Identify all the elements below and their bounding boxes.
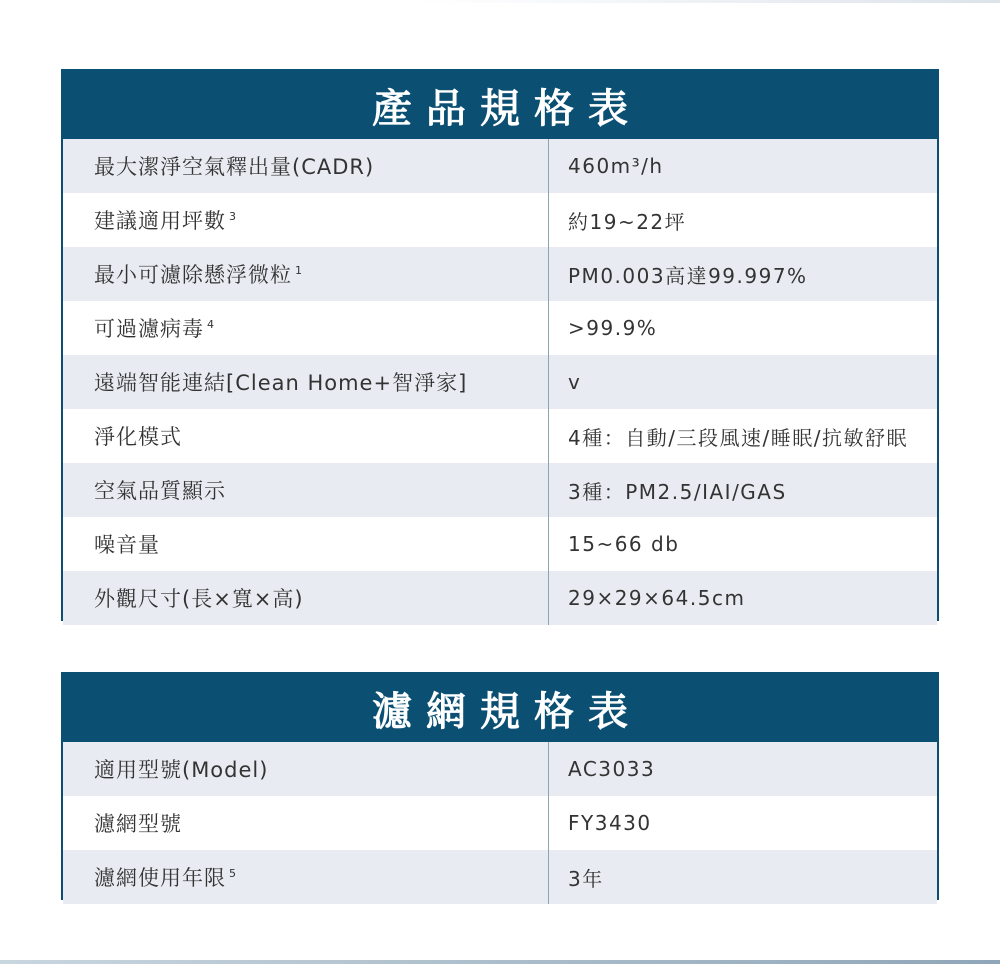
spec-row-noise: [63, 517, 937, 571]
product-spec-table: [61, 69, 939, 621]
filter-spec-rows: [63, 742, 937, 904]
spec-value: >99.9%: [568, 316, 658, 340]
spec-value: 約19~22坪: [568, 209, 687, 234]
spec-label: 濾網型號: [63, 796, 549, 850]
filter-row-filter-model: [63, 796, 937, 850]
spec-label: 建議適用坪數 $^3$: [63, 193, 549, 247]
spec-row-virus: [63, 301, 937, 355]
spec-row-display: [63, 463, 937, 517]
bottom-decorative-line: [0, 960, 1000, 964]
spec-label: 噪音量: [63, 517, 549, 571]
spec-value: 4種：自動/三段風速/睡眠/抗敏舒眠: [568, 425, 908, 450]
filter-spec-title: 濾網規格表: [63, 674, 937, 742]
spec-label: 遠端智能連結[Clean Home+智淨家]: [63, 355, 549, 409]
product-spec-rows: [63, 139, 937, 625]
spec-label: 外觀尺寸(長×寬×高): [63, 571, 549, 625]
spec-label: 可過濾病毒 $^4$: [63, 301, 549, 355]
filter-spec-table: [61, 672, 939, 900]
spec-row-dimensions: [63, 571, 937, 625]
spec-label: 濾網使用年限 $^5$: [63, 850, 549, 904]
spec-label: 最大潔淨空氣釋出量(CADR): [63, 139, 549, 193]
spec-value: 15~66 db: [568, 532, 680, 556]
spec-row-remote: [63, 355, 937, 409]
footnote-mark: 3: [229, 209, 237, 223]
spec-label: 空氣品質顯示: [63, 463, 549, 517]
spec-value: 460m³/h: [568, 154, 664, 178]
spec-value: 29×29×64.5cm: [568, 586, 746, 610]
spec-row-mode: [63, 409, 937, 463]
spec-row-cadr: [63, 139, 937, 193]
spec-value: 3種：PM2.5/IAI/GAS: [568, 479, 787, 504]
footnote-mark: 4: [207, 317, 215, 331]
spec-row-particle: [63, 247, 937, 301]
spec-value: v: [568, 370, 582, 394]
footnote-mark: 1: [295, 263, 303, 277]
spec-label: 適用型號(Model): [63, 742, 549, 796]
spec-value: PM0.003高達99.997%: [568, 263, 808, 288]
spec-value: 3年: [568, 866, 604, 891]
spec-row-area: [63, 193, 937, 247]
spec-label: 最小可濾除懸浮微粒 $^1$: [63, 247, 549, 301]
spec-label: 淨化模式: [63, 409, 549, 463]
spec-value: AC3033: [568, 757, 656, 781]
spec-value: FY3430: [568, 811, 652, 835]
product-spec-title: 產品規格表: [63, 71, 937, 139]
filter-row-lifespan: [63, 850, 937, 904]
filter-row-model: [63, 742, 937, 796]
top-decorative-line: [420, 0, 1000, 3]
footnote-mark: 5: [229, 866, 237, 880]
